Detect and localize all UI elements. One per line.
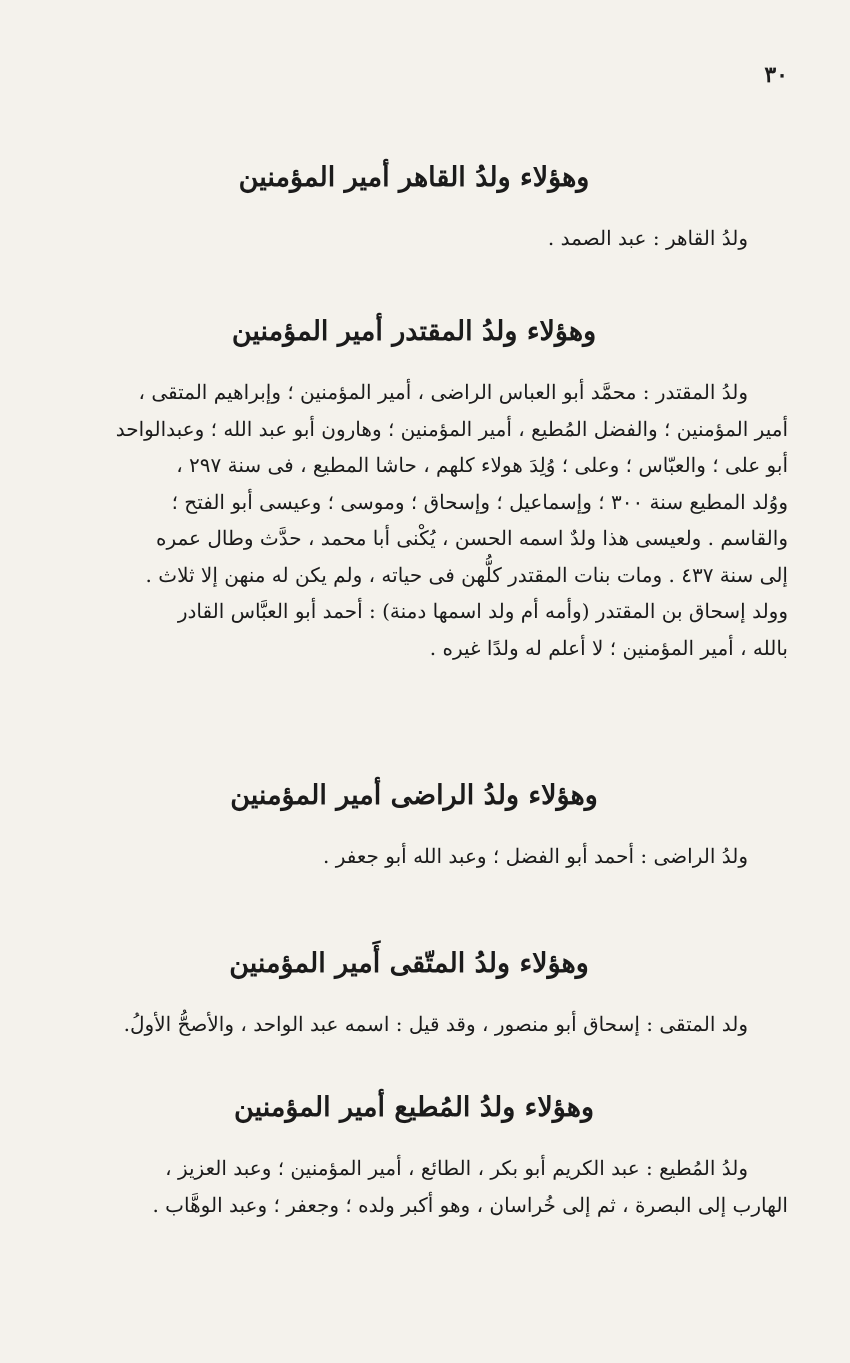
text-line: أمير المؤمنين ؛ والفضل المُطيع ، أمير المؤمنين ؛ وهارون أبو عبد الله ؛ وعبدالواحد [115,416,788,441]
section-heading: وهؤلاء ولدُ المتّقى أَمير المؤمنين [229,948,589,979]
section-muttaqi [30,944,788,1042]
section-body [40,374,788,666]
text-line: ولدُ المقتدر : محمَّد أبو العباس الراضى ، أمير المؤمنين ؛ وإبراهيم المتقى ، [138,380,748,404]
section-radi [40,776,788,874]
text-line: ووُلد المطيع سنة ٣٠٠ ؛ وإسماعيل ؛ وإسحاق ؛ وموسى ؛ وعيسى أبو الفتح ؛ [171,489,788,514]
section-heading: وهؤلاء ولدُ الراضى أمير المؤمنين [230,780,598,811]
text-line: والقاسم . ولعيسى هذا ولدٌ اسمه الحسن ، يُكْنى أبا محمد ، حدَّث وطال عمره [155,526,788,550]
section-heading: وهؤلاء ولدُ المقتدر أمير المؤمنين [231,316,597,347]
page-number: ٣٠ [764,62,788,88]
text-line: الهارب إلى البصرة ، ثم إلى خُراسان ، وهو أكبر ولده ؛ وجعفر ؛ وعبد الوهَّاب . [152,1192,788,1217]
text-line: ولد المتقى : إسحاق أبو منصور ، وقد قيل : اسمه عبد الواحد ، والأصحُّ الأولُ. [123,1012,748,1036]
section-heading: وهؤلاء ولدُ القاهر أمير المؤمنين [238,162,590,193]
text-line: ولدُ الراضى : أحمد أبو الفضل ؛ وعبد الله أبو جعفر . [323,844,748,868]
text-line: أبو على ؛ والعبّاس ؛ وعلى ؛ وُلِدَ هولاء كلهم ، حاشا المطيع ، فى سنة ٢٩٧ ، [176,453,788,477]
section-heading: وهؤلاء ولدُ المُطيع أمير المؤمنين [234,1092,594,1123]
section-muti [40,1088,788,1223]
section-body [40,220,788,256]
section-body [30,1006,788,1042]
text-line: بالله ، أمير المؤمنين ؛ لا أعلم له ولدًا غيره . [429,635,788,660]
section-qahir [40,158,788,256]
text-line: وولد إسحاق بن المقتدر (وأمه أم ولد اسمها دمنة) : أحمد أبو العبَّاس القادر [177,599,788,623]
text-line: ولدُ القاهر : عبد الصمد . [547,226,748,250]
text-line: إلى سنة ٤٣٧ . ومات بنات المقتدر كلُّهن فى حياته ، ولم يكن له منهن إلا ثلاث . [145,562,788,587]
text-line: ولدُ المُطيع : عبد الكريم أبو بكر ، الطائع ، أمير المؤمنين ؛ وعبد العزيز ، [165,1156,748,1180]
section-body [40,838,788,874]
section-body [40,1150,788,1223]
section-muqtadir [40,312,788,666]
